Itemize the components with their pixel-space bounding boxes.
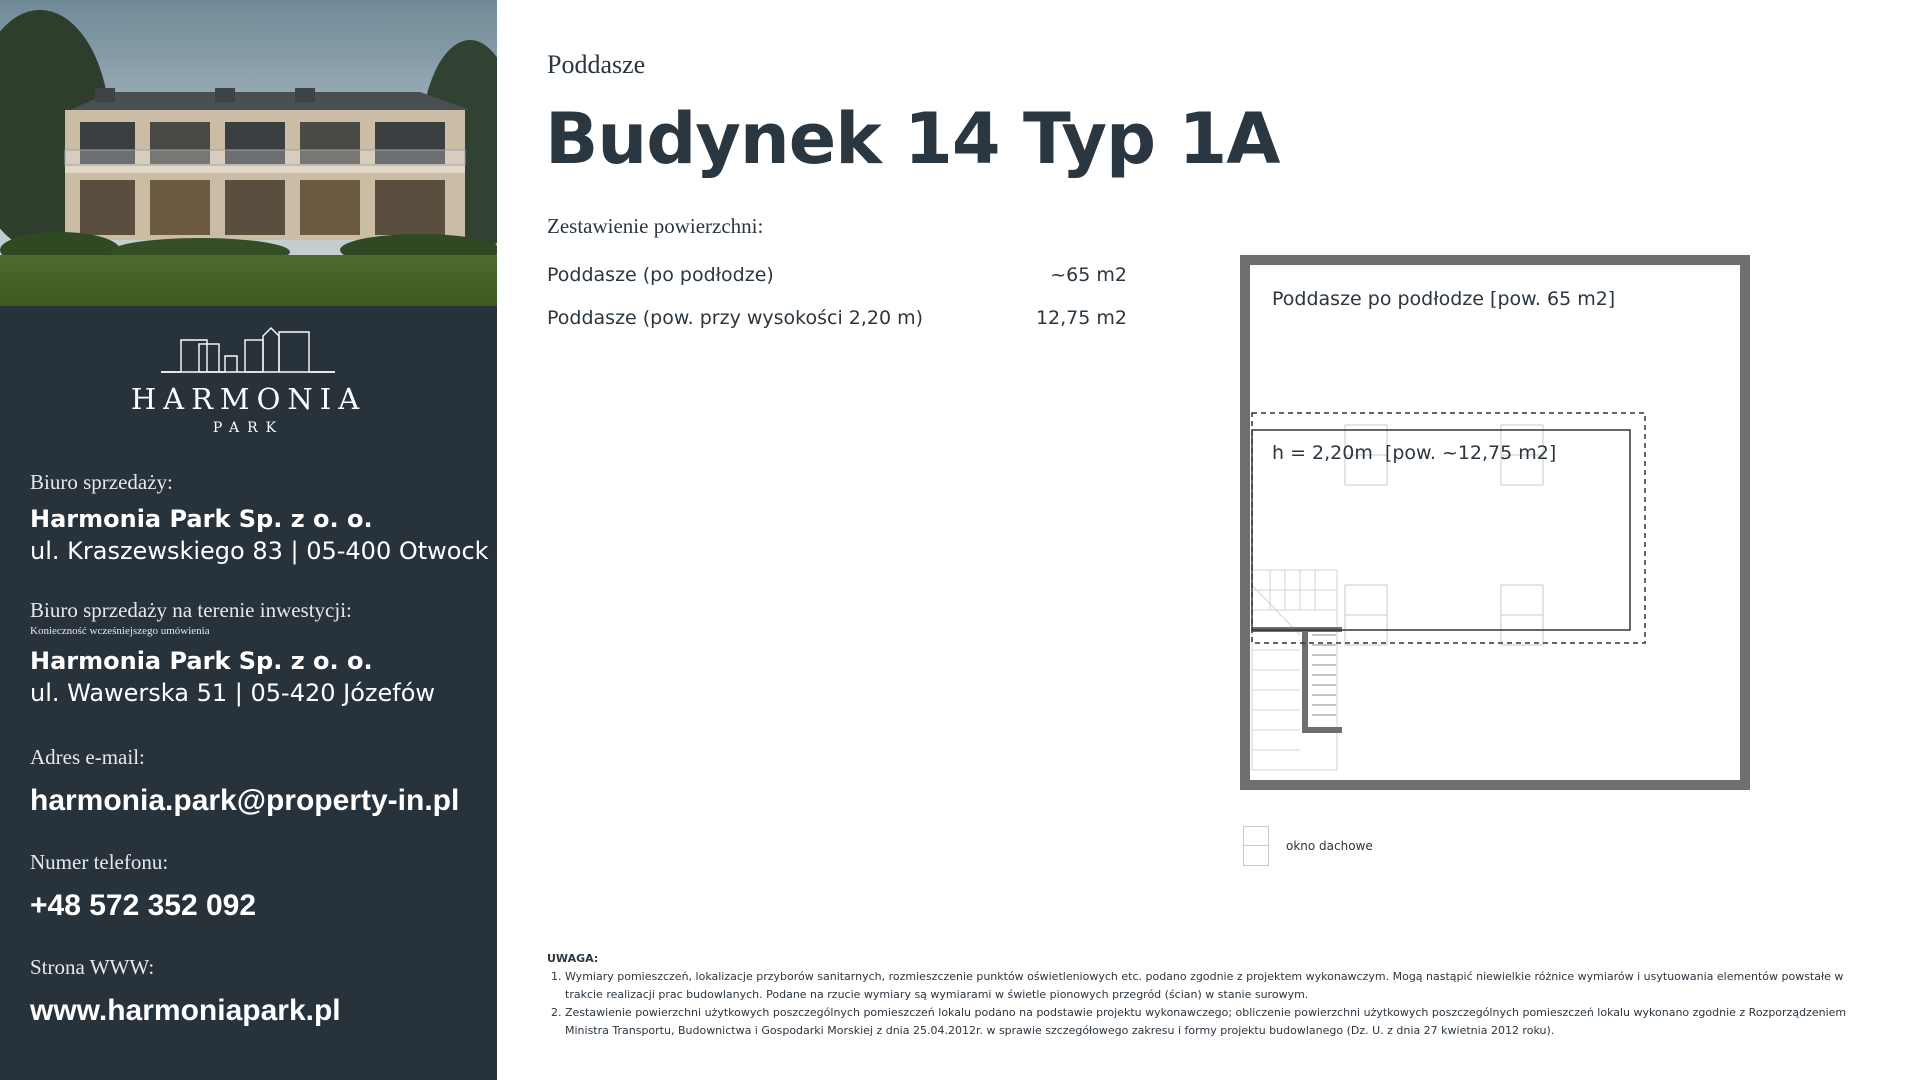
floor-plan xyxy=(1240,255,1760,805)
area-value: 12,75 m2 xyxy=(1035,307,1127,329)
notes-title: UWAGA: xyxy=(547,952,599,965)
building-render-image xyxy=(0,0,497,306)
phone-label: Numer telefonu: xyxy=(30,850,169,874)
logo-subtitle: PARK xyxy=(212,420,285,436)
logo-name: HARMONIA xyxy=(130,382,367,416)
www-block xyxy=(30,955,490,1028)
plan-height-label: h = 2,20m [pow. ~12,75 m2] xyxy=(1272,442,1557,464)
sales-office-label: Biuro sprzedaży: xyxy=(30,470,173,494)
floor-kicker: Poddasze xyxy=(547,50,646,79)
harmonia-park-logo xyxy=(0,326,497,436)
www-label: Strona WWW: xyxy=(30,955,155,979)
www-link[interactable]: www.harmoniapark.pl xyxy=(30,994,341,1027)
notes xyxy=(547,950,1867,1040)
email-label: Adres e-mail: xyxy=(30,745,145,769)
email-block xyxy=(30,745,490,818)
site-office-company: Harmonia Park Sp. z o. o. xyxy=(30,647,373,675)
legend-label: okno dachowe xyxy=(1286,839,1373,853)
site-office-note: Konieczność wcześniejszego umówienia xyxy=(30,625,210,637)
skyline-logo-icon xyxy=(159,326,339,374)
area-label: Poddasze (pow. przy wysokości 2,20 m) xyxy=(547,307,924,329)
email-link[interactable]: harmonia.park@property-in.pl xyxy=(30,784,460,817)
site-office-address: ul. Wawerska 51 | 05-420 Józefów xyxy=(30,679,436,707)
area-row xyxy=(547,264,1127,286)
roof-window-legend-icon xyxy=(1243,826,1269,866)
note-item: 2. Zestawienie powierzchni użytkowych poszczególnych pomieszczeń lokalu podano na podstawie projektu wykonawczego; obliczenie powierzchni użytkowych poszczególnych pomieszczeń lokalu wykonano zgodnie z Rozporządzeniem Ministra Transportu, Budownictwa i Gospodarki Morskiej z dnia 25.04.2012r. w sprawie szczegółowego zakresu i formy projektu budowlanego (Dz. U. z dnia 27 kwietnia 2012 roku). xyxy=(565,1004,1867,1040)
phone-block xyxy=(30,850,490,923)
plan-total-label: Poddasze po podłodze [pow. 65 m2] xyxy=(1272,288,1616,310)
area-summary-heading: Zestawienie powierzchni: xyxy=(547,214,764,238)
site-office-block xyxy=(30,598,490,707)
area-label: Poddasze (po podłodze) xyxy=(547,264,774,286)
sales-office-address: ul. Kraszewskiego 83 | 05-400 Otwock xyxy=(30,537,489,565)
sidebar xyxy=(0,0,497,1080)
site-office-label: Biuro sprzedaży na terenie inwestycji: xyxy=(30,598,352,622)
note-item: 1. Wymiary pomieszczeń, lokalizacje przyborów sanitarnych, rozmieszczenie punktów oświetleniowych etc. podano zgodnie z projektem wykonawczym. Mogą nastąpić niewielkie różnice wymiarów i usytuowania elementów powstałe w trakcie realizacji prac budowlanych. Podane na rzucie wymiary są wymiarami w świetle pionowych przegród (ścian) w stanie surowym. xyxy=(565,968,1867,1004)
sales-office-block xyxy=(30,470,490,565)
page-title: Budynek 14 Typ 1A xyxy=(545,98,1280,180)
sales-office-company: Harmonia Park Sp. z o. o. xyxy=(30,505,373,533)
area-value: ~65 m2 xyxy=(1050,264,1127,286)
phone-link[interactable]: +48 572 352 092 xyxy=(30,889,257,922)
area-row xyxy=(547,307,1127,329)
